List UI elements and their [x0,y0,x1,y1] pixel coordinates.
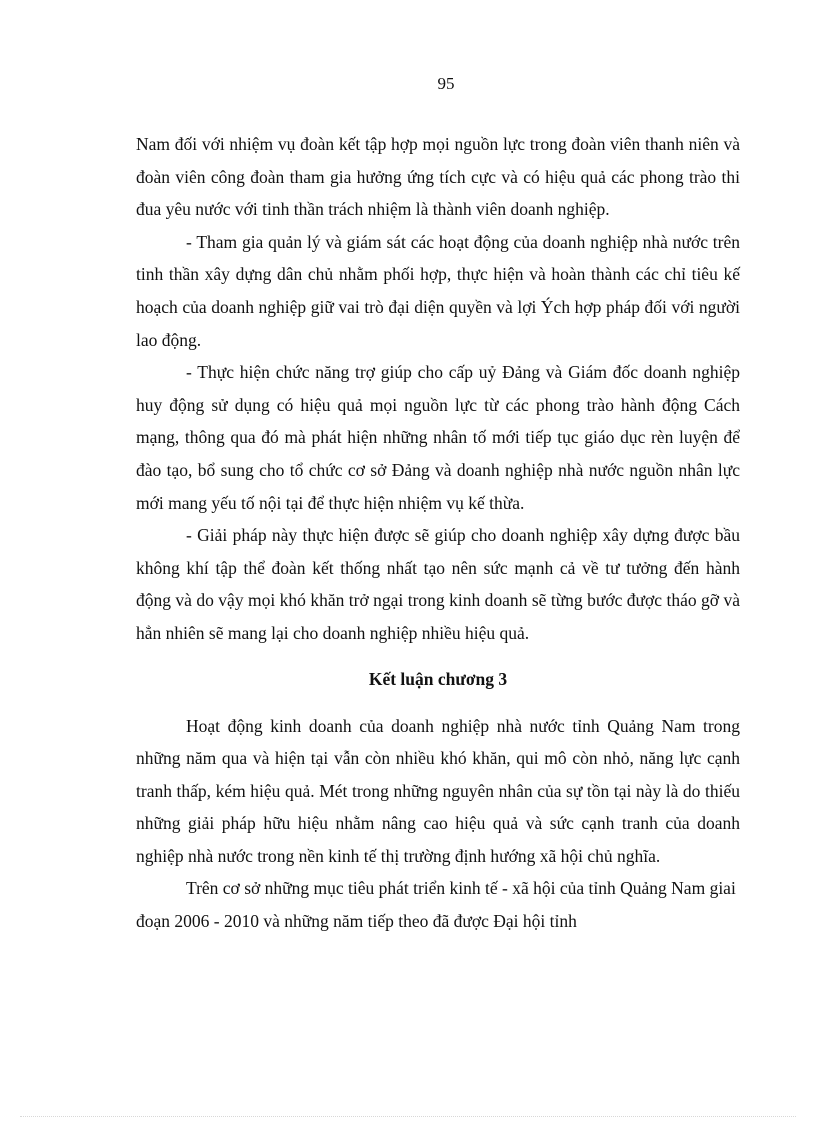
page-body [136,128,740,938]
paragraph-support: - Thực hiện chức năng trợ giúp cho cấp uỷ Đảng và Giám đốc doanh nghiệp huy động sử dụng có hiệu quả mọi nguồn lực từ các phong trào hành động Cách mạng, thông qua đó mà phát hiện những nhân tố mới tiếp tục giáo dục rèn luyện để đào tạo, bổ sung cho tổ chức cơ sở Đảng và doanh nghiệp nhà nước nguồn nhân lực mới mang yếu tố nội tại để thực hiện nhiệm vụ kế thừa. [136,362,740,513]
section-heading: Kết luận chương 3 [368,668,508,689]
page-number: 95 [437,74,455,93]
paragraph-conclusion-1: Hoạt động kinh doanh của doanh nghiệp nhà nước tỉnh Quảng Nam trong những năm qua và hiện tại vẫn còn nhiều khó khăn, qui mô còn nhỏ, năng lực cạnh tranh thấp, kém hiệu quả. Mét trong những nguyên nhân của sự tồn tại này là do thiếu những giải pháp hữu hiệu nhằm nâng cao hiệu quả và sức cạnh tranh của doanh nghiệp nhà nước trong nền kinh tế thị trường định hướng xã hội chủ nghĩa. [136,715,740,866]
paragraph-continuation: Nam đối với nhiệm vụ đoàn kết tập hợp mọi nguồn lực trong đoàn viên thanh niên và đoàn viên công đoàn tham gia hưởng ứng tích cực và có hiệu quả các phong trào thi đua yêu nước với tinh thần trách nhiệm là thành viên doanh nghiệp. [136,134,740,220]
paragraph-participation: - Tham gia quản lý và giám sát các hoạt động của doanh nghiệp nhà nước trên tinh thần xây dựng dân chủ nhằm phối hợp, thực hiện và hoàn thành các chỉ tiêu kế hoạch của doanh nghiệp giữ vai trò đại diện quyền và lợi Ých hợp pháp đối với người lao động. [136,231,740,350]
paragraph-solution-result: - Giải pháp này thực hiện được sẽ giúp cho doanh nghiệp xây dựng được bầu không khí tập thể đoàn kết thống nhất tạo nên sức mạnh cả về tư tưởng đến hành động và do vậy mọi khó khăn trở ngại trong kinh doanh sẽ từng bước được tháo gỡ và hẳn nhiên sẽ mang lại cho doanh nghiệp nhiều hiệu quả. [136,525,740,643]
page-bottom-divider [20,1116,796,1117]
paragraph-conclusion-2: Trên cơ sở những mục tiêu phát triển kinh tế - xã hội của tỉnh Quảng Nam giai đoạn 2006 - 2010 và những năm tiếp theo đã được Đại hội tỉnh [136,878,736,932]
